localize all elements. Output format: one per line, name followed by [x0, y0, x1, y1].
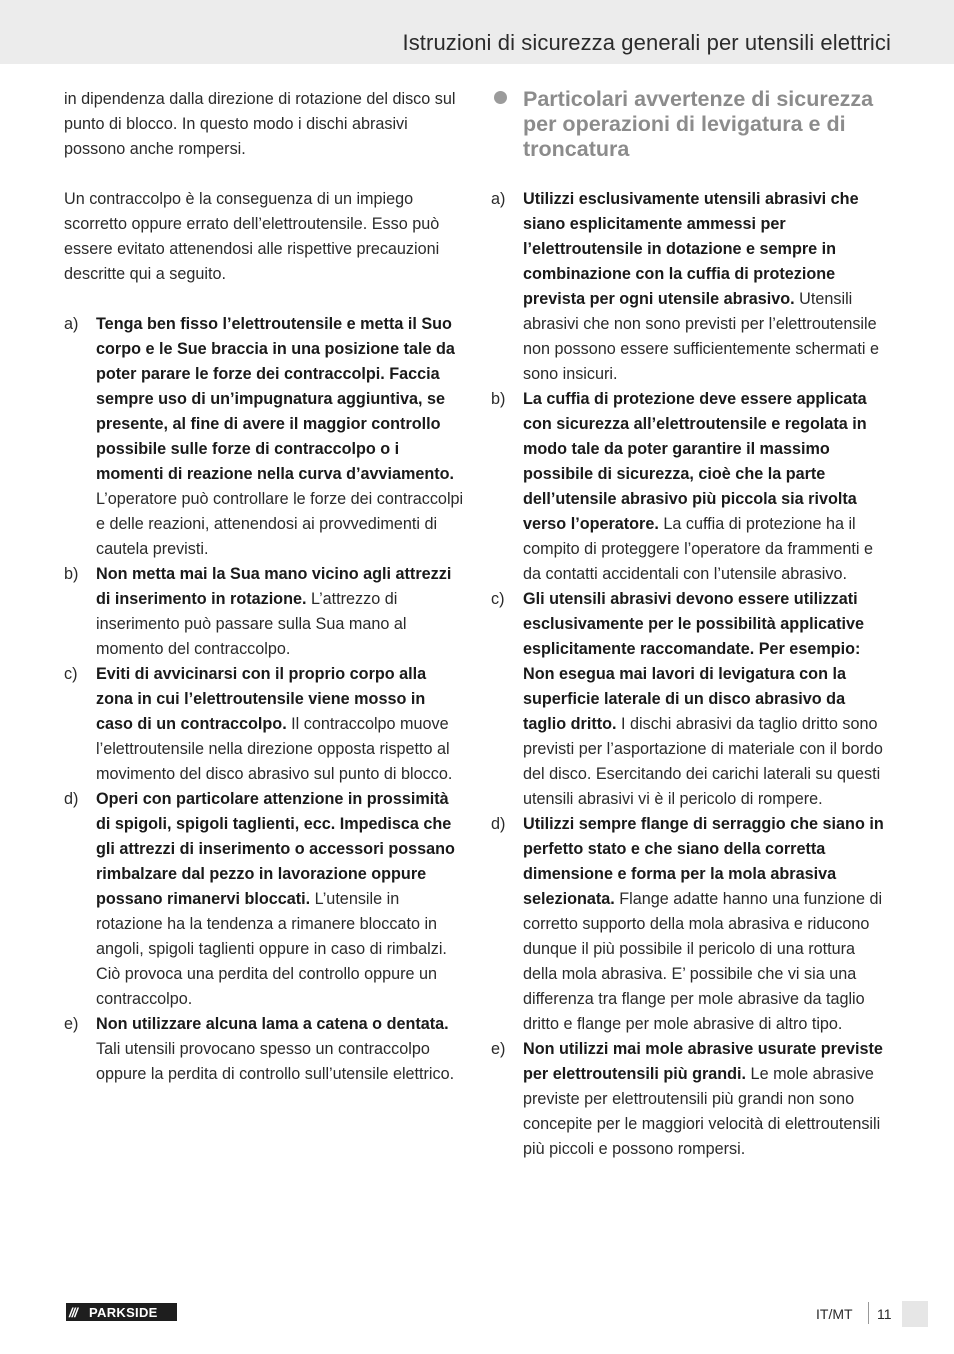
- item-text: Il contraccolpo muove l’elettroutensile nella direzione opposta rispetto al movimento del disco abrasivo sul punto di blocco.: [96, 715, 453, 783]
- footer-tab: [902, 1301, 928, 1327]
- left-column: [64, 87, 464, 1087]
- item-bold-text: Utilizzi sempre flange di serraggio che siano in perfetto stato e che siano della corretta dimensione e forma per la mola abrasiva selezionata.: [523, 815, 884, 908]
- item-text: L’utensile in rotazione ha la tendenza a rimanere bloccato in angoli, spigoli taglienti oppure in caso di rimbalzi. Ciò provoca una perdita del controllo oppure un contraccolpo.: [96, 890, 447, 1008]
- item-bold-text: Operi con particolare attenzione in prossimità di spigoli, spigoli taglienti, ecc. Impedisca che gli attrezzi di inserimento o accessori possano rimbalzare dal pezzo in lavorazione oppure possano rimanervi bloccati.: [96, 790, 455, 908]
- item-marker: c): [64, 665, 78, 683]
- item-marker: e): [491, 1040, 506, 1058]
- list-item: [491, 387, 891, 587]
- item-text: L’attrezzo di inserimento può passare sulla Sua mano al momento del contraccolpo.: [96, 590, 407, 658]
- item-marker: b): [64, 565, 79, 583]
- paragraph: in dipendenza dalla direzione di rotazione del disco sul punto di blocco. In questo modo i dischi abrasivi possono anche rompersi.: [64, 90, 456, 158]
- item-bold-text: Non metta mai la Sua mano vicino agli attrezzi di inserimento in rotazione.: [96, 565, 452, 608]
- list-item: [64, 562, 464, 662]
- item-bold-text: Eviti di avvicinarsi con il proprio corpo alla zona in cui l’elettroutensile viene mosso in caso di un contraccolpo.: [96, 665, 427, 733]
- list-item: [64, 312, 464, 562]
- item-text: Tali utensili provocano spesso un contraccolpo oppure la perdita di controllo sull’utensile elettrico.: [96, 1040, 455, 1083]
- item-marker: a): [64, 315, 79, 333]
- item-bold-text: La cuffia di protezione deve essere applicata con sicurezza all’elettroutensile e regolata in modo tale da poter garantire il massimo possibile di sicurezza, cioè che la parte dell’utensile abrasivo più piccola sia rivolta verso l’operatore.: [523, 390, 867, 533]
- item-marker: c): [491, 590, 505, 608]
- header-band: [0, 0, 954, 64]
- item-marker: b): [491, 390, 506, 408]
- item-bold-text: Non utilizzi mai mole abrasive usurate previste per elettroutensili più grandi.: [523, 1040, 883, 1083]
- list-item: [64, 662, 464, 787]
- item-text: Utensili abrasivi che non sono previsti per l’elettroutensile non possono essere sufficientemente schermati e sono insicuri.: [523, 290, 880, 383]
- list-item: [491, 587, 891, 812]
- item-bold-text: Non utilizzare alcuna lama a catena o dentata.: [96, 1015, 449, 1033]
- item-bold-text: Tenga ben fisso l’elettroutensile e metta il Suo corpo e le Sue braccia in una posizione tale da poter parare le forze dei contraccolpi. Faccia sempre uso di un’impugnatura aggiuntiva, se presente, al fine di avere il maggior controllo possibile sulle forze di contraccolpo o i momenti di reazione nella curva d’avviamento.: [96, 315, 455, 483]
- section-heading-block: [491, 87, 891, 162]
- item-text: L’operatore può controllare le forze dei contraccolpi e delle reazioni, attenendosi ai provvedimenti di cautela previsti.: [96, 490, 464, 558]
- parkside-logo: [66, 1303, 177, 1321]
- item-text: I dischi abrasivi da taglio dritto sono previsti per l’asportazione di materiale con il bordo del disco. Esercitando dei carichi laterali su questi utensili abrasivi vi è il pericolo di rompere.: [523, 715, 883, 808]
- right-column: [491, 87, 891, 1162]
- item-marker: d): [64, 790, 79, 808]
- footer-divider: [868, 1302, 869, 1324]
- list-item: [64, 787, 464, 1012]
- logo-slashes: ///: [69, 1304, 77, 1320]
- list-item: [64, 1012, 464, 1087]
- list-item: [491, 1037, 891, 1162]
- list-item: [491, 812, 891, 1037]
- item-marker: d): [491, 815, 506, 833]
- item-text: Le mole abrasive previste per elettroutensili più grandi non sono concepite per le maggiori velocità di elettroutensili più piccoli e possono rompersi.: [523, 1065, 881, 1158]
- section-heading: Particolari avvertenze di sicurezza per operazioni di levigatura e di troncatura: [523, 87, 874, 161]
- logo-text: PARKSIDE: [89, 1304, 158, 1320]
- page-number: 11: [877, 1306, 892, 1322]
- item-marker: e): [64, 1015, 79, 1033]
- item-marker: a): [491, 190, 506, 208]
- bullet-icon: [494, 91, 507, 104]
- item-text: La cuffia di protezione ha il compito di proteggere l’operatore da frammenti e da contatti accidentali con l’utensile abrasivo.: [523, 515, 874, 583]
- item-text: Flange adatte hanno una funzione di corretto supporto della mola abrasiva e riducono dunque il più possibile il pericolo di una rottura della mola abrasiva. E’ possibile che vi sia una differenza tra flange per mole abrasive da taglio dritto e flange per mole abrasive di altro tipo.: [523, 890, 883, 1033]
- paragraph: Un contraccolpo è la conseguenza di un impiego scorretto oppure errato dell’elettroutensile. Esso può essere evitato attenendosi alle rispettive precauzioni descritte qui a seguito.: [64, 190, 440, 283]
- list-item: [491, 187, 891, 387]
- page-title: Istruzioni di sicurezza generali per utensili elettrici: [402, 30, 891, 55]
- item-bold-text: Gli utensili abrasivi devono essere utilizzati esclusivamente per le possibilità applicative esplicitamente raccomandate. Per esempio: Non esegua mai lavori di levigatura con la superficie laterale di un disco abrasivo da taglio dritto.: [523, 590, 864, 733]
- language-code: IT/MT: [816, 1306, 853, 1322]
- item-bold-text: Utilizzi esclusivamente utensili abrasivi che siano esplicitamente ammessi per l’elettroutensile in dotazione e sempre in combinazione con la cuffia di protezione prevista per ogni utensile abrasivo.: [523, 190, 859, 308]
